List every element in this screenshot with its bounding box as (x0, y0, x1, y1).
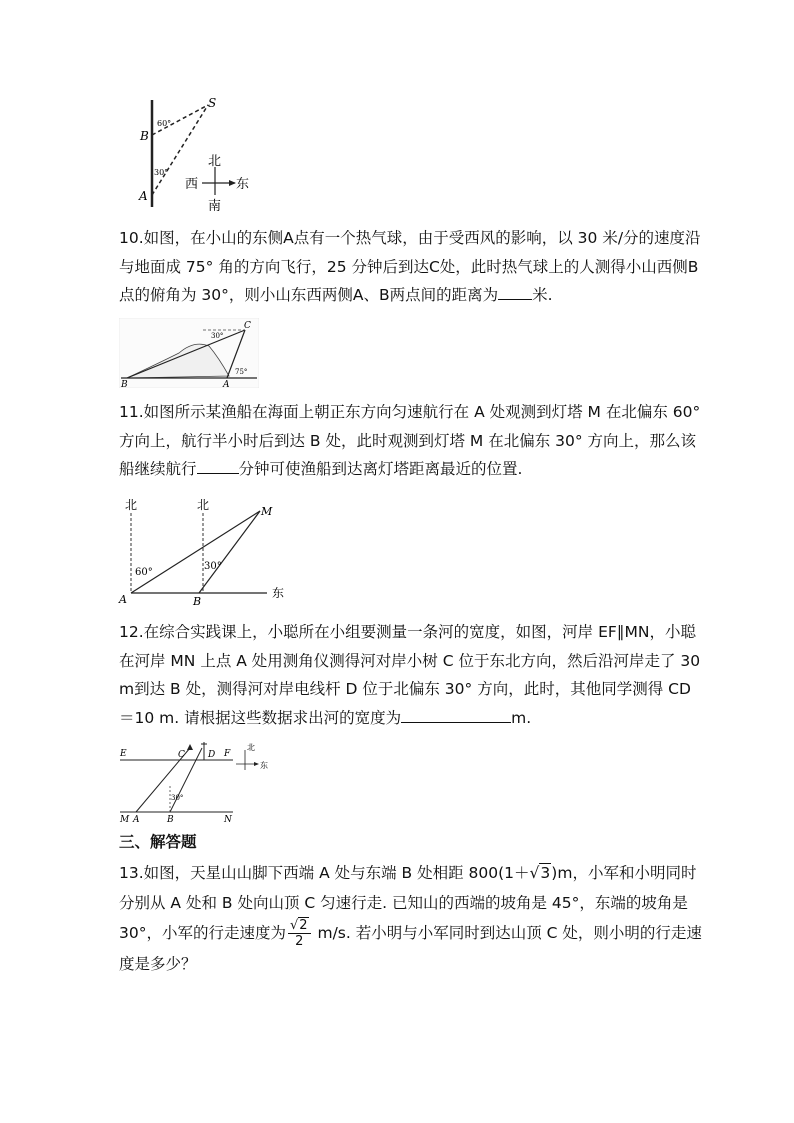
q12-answer-blank[interactable] (401, 706, 511, 723)
label-e: E (120, 749, 127, 759)
q11-answer-blank[interactable] (197, 457, 239, 474)
q13-text-2: )m，小军和小明同时分别从 A 处和 B 处向山顶 C 匀速行走. 已知山的西端的坡角是 45°，东端的坡角是 30°，小军的行走速度为 (119, 864, 697, 942)
section-title: 三、解答题 (119, 833, 197, 851)
label-a: A (223, 380, 230, 388)
q13-frac-den: 2 (295, 934, 304, 949)
q11-text-end: 分钟可使渔船到达离灯塔距离最近的位置. (238, 460, 523, 478)
q13-text-3: m/s. 若小明与小军同时到达山顶 C 处，则小明的行走速度是多少？ (119, 924, 702, 973)
question-12 (119, 618, 704, 732)
compass-south: 南 (208, 199, 222, 214)
label-n: N (224, 815, 232, 825)
q13-sqrt3: 3 (540, 864, 551, 882)
label-c: C (244, 321, 251, 331)
angle-b: 30° (171, 794, 184, 802)
label-north-1: 北 (125, 498, 138, 512)
angle-b: 60° (157, 119, 172, 128)
q13-text-1: 13.如图，天星山山脚下西端 A 处与东端 B 处相距 800(1＋ (119, 864, 530, 882)
figure-q9 (130, 95, 260, 220)
question-11 (119, 398, 704, 484)
question-10 (119, 224, 704, 310)
angle-b: 30° (204, 561, 222, 572)
label-north-2: 北 (197, 498, 210, 512)
compass-rose (236, 742, 268, 770)
angle-a: 60° (135, 567, 153, 578)
figure-q11 (115, 495, 295, 610)
angle-a: 75° (235, 368, 248, 376)
label-b: B (121, 380, 128, 388)
line-a-m (131, 511, 260, 593)
q12-text: 12.在综合实践课上，小聪所在小组要测量一条河的宽度，如图，河岸 EF∥MN，小聪在河岸 MN 上点 A 处用测角仪测得河对岸小树 C 位于东北方向，然后沿河岸走了 30 m到达 B 处，测得河对岸电线杆 D 位于北偏东 30° 方向，此时，其他同学测得 CD＝10 m. 请根据这些数据求出河的宽度为 (119, 623, 701, 727)
q11-text: 11.如图所示某渔船在海面上朝正东方向匀速航行在 A 处观测到灯塔 M 在北偏东 60° 方向上，航行半小时后到达 B 处，此时观测到灯塔 M 在北偏东 30° 方向上，那么该船继续航行 (119, 403, 701, 478)
figure-q12 (118, 740, 278, 825)
label-a: A (119, 593, 127, 606)
label-b: B (140, 129, 149, 143)
tree-c (187, 744, 193, 750)
compass-north: 北 (247, 743, 255, 752)
q12-text-end: m. (511, 708, 532, 727)
label-east: 东 (272, 586, 285, 600)
figure-q10 (119, 318, 259, 388)
angle-c: 30° (211, 332, 224, 340)
compass-east: 东 (260, 761, 268, 770)
q10-answer-blank[interactable] (498, 283, 532, 300)
label-b: B (167, 815, 174, 825)
q13-speed-fraction: $\frac{√2}{2}$ (288, 918, 311, 949)
q13-frac-num: 2 (299, 918, 308, 933)
q10-text: 10.如图，在小山的东侧A点有一个热气球，由于受西风的影响，以 30 米/分的速度沿与地面成 75° 角的方向飞行，25 分钟后到达C处，此时热气球上的人测得小山西侧B点的俯角为 30°，则小山东西两侧A、B两点间的距离为 (119, 229, 701, 304)
angle-a: 30° (154, 168, 169, 177)
label-c: C (178, 750, 185, 760)
q10-text-end: 米. (532, 286, 553, 304)
label-b: B (193, 595, 202, 608)
label-a: A (139, 189, 148, 203)
compass-west: 西 (185, 177, 199, 192)
label-m: M (261, 505, 273, 518)
question-13: 13.如图，天星山山脚下西端 A 处与东端 B 处相距 800(1＋√3)m，小军和小明同时分别从 A 处和 B 处向山顶 C 匀速行走. 已知山的西端的坡角是 45°，东端的坡角是 30°，小军的行走速度为 $\frac{√2}{2}$ m/s. 若小明与小军同时到达山顶 C 处，则小明的行走速度是多少？ (119, 864, 702, 973)
line-b-m (199, 511, 260, 593)
compass-rose (185, 154, 249, 214)
label-f: F (224, 749, 231, 759)
compass-east: 东 (236, 177, 250, 192)
label-s: S (208, 96, 217, 110)
compass-north: 北 (208, 154, 222, 169)
label-d: D (208, 750, 216, 760)
line-b-d (170, 748, 202, 812)
label-a: A (133, 815, 140, 825)
label-m: M (120, 815, 130, 825)
